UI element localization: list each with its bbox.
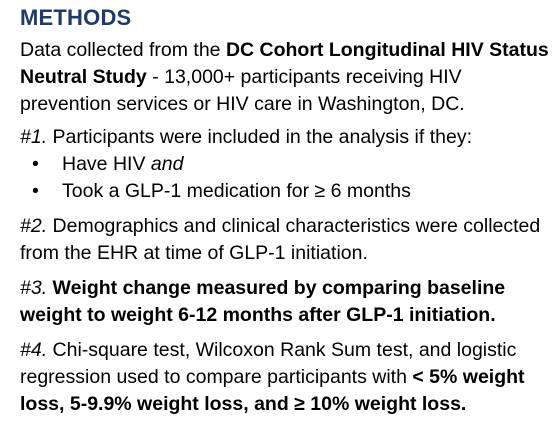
step-4-number: #4. [20,339,48,361]
inclusion-criteria-list [20,151,550,205]
step-3 [20,275,550,329]
step-1-text: Participants were included in the analysis if they: [47,126,472,148]
study-name: DC Cohort Longitudinal HIV Status Neutral Study [20,39,549,88]
intro-paragraph [20,37,550,118]
step-3-bold-text: Weight change measured by comparing baseline weight to weight 6-12 months after GLP-1 initiation. [20,277,506,326]
step-2 [20,213,550,267]
step-4-text: Chi-square test, Wilcoxon Rank Sum test, and logistic regression used to compare participants with [20,339,517,388]
step-2-text: Demographics and clinical characteristics were collected from the EHR at time of GLP-1 initiation. [20,215,541,264]
step-3-number: #3. [20,277,48,299]
list-item [20,178,550,205]
step-2-number: #2. [20,215,48,237]
criterion-1-emphasis: and [150,153,184,175]
step-4 [20,337,550,418]
section-heading: METHODS [20,5,132,30]
intro-text-before: Data collected from the [20,39,226,61]
step-4-bold-text: < 5% weight loss, 5-9.9% weight loss, and ≥ 10% weight loss. [20,366,525,415]
criterion-2-text: Took a GLP-1 medication for ≥ 6 months [62,180,411,202]
bullet-icon: • [32,153,39,175]
step-1-number: #1. [20,126,48,148]
criterion-1-text: Have HIV [62,153,151,175]
step-1 [20,124,550,151]
bullet-icon: • [32,180,39,202]
intro-text-after: - 13,000+ participants receiving HIV prevention services or HIV care in Washington, DC. [20,66,465,115]
list-item [20,151,550,178]
